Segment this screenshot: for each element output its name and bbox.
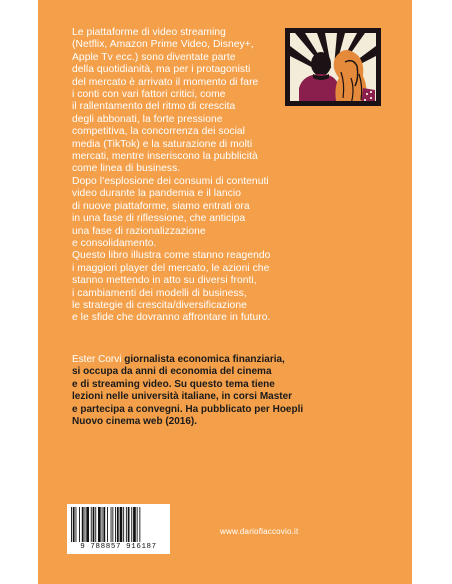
blurb-line: mercati, mentre inseriscono la pubblicità [72,151,258,163]
blurb-text [72,27,317,325]
blurb-line: in una fase di riflessione, che anticipa [72,213,246,225]
blurb-line: una fase di razionalizzazione [72,225,206,237]
blurb-line: Le piattaforme di video streaming [72,27,226,38]
author-bio-first-line [72,354,372,366]
blurb-line: degli abbonati, la forte pressione [72,113,223,125]
blurb-line: il rallentamento del ritmo di crescita [72,101,236,113]
blurb-line: e consolidamento. [72,237,157,249]
blurb-line: e le sfide che dovranno affrontare in futuro. [72,312,271,324]
back-cover [38,0,412,584]
blurb-line: come linea di business. [72,163,181,175]
blurb-line: (Netflix, Amazon Prime Video, Disney+, [72,39,254,51]
isbn-digits: 9 788857 916187 [80,543,157,551]
author-bio-line: lezioni nelle università italiane, in corsi Master [72,391,293,403]
blurb-line: della quotidianità, ma per i protagonisti [72,64,251,76]
blurb-line: stanno mettendo in atto su diversi fronti, [72,275,257,287]
blurb-line: del mercato è arrivato il momento di fare [72,76,259,88]
blurb-line: i cambiamenti dei modelli di business, [72,287,247,299]
blurb-line: video durante la pandemia e il lancio [72,188,241,200]
blurb-line: Questo libro illustra come stanno reagendo [72,250,271,262]
author-bio-text: giornalista economica finanziaria, [121,354,285,365]
couple-watching-screen-icon [285,28,381,106]
blurb-line: le strategie di crescita/diversificazione [72,299,247,311]
blurb-line: Dopo l’esplosione dei consumi di contenuti [72,175,269,187]
author-bio [72,354,372,428]
author-name: Ester Corvi [72,354,122,365]
blurb-line: i conti con vari fattori critici, come [72,89,226,101]
isbn-barcode [67,504,170,554]
blurb-line: Apple Tv ecc.) sono diventate parte [72,51,236,63]
barcode-icon [71,507,166,542]
blurb-line: media (TikTok) e la saturazione di molti [72,138,253,150]
author-bio-line: si occupa da anni di economia del cinema [72,366,272,378]
author-bio-line: e di streaming video. Su questo tema tiene [72,378,275,390]
author-bio-line: Nuovo cinema web (2016). [72,416,198,428]
publisher-website[interactable]: www.darioflaccovio.it [220,527,299,536]
blurb-line: competitiva, la concorrenza dei social [72,126,246,138]
blurb-line: i maggiori player del mercato, le azioni che [72,262,270,274]
blurb-line: di nuove piattaforme, siamo entrati ora [72,200,250,212]
author-bio-line: e partecipa a convegni. Ha pubblicato per Hoepli [72,403,304,415]
